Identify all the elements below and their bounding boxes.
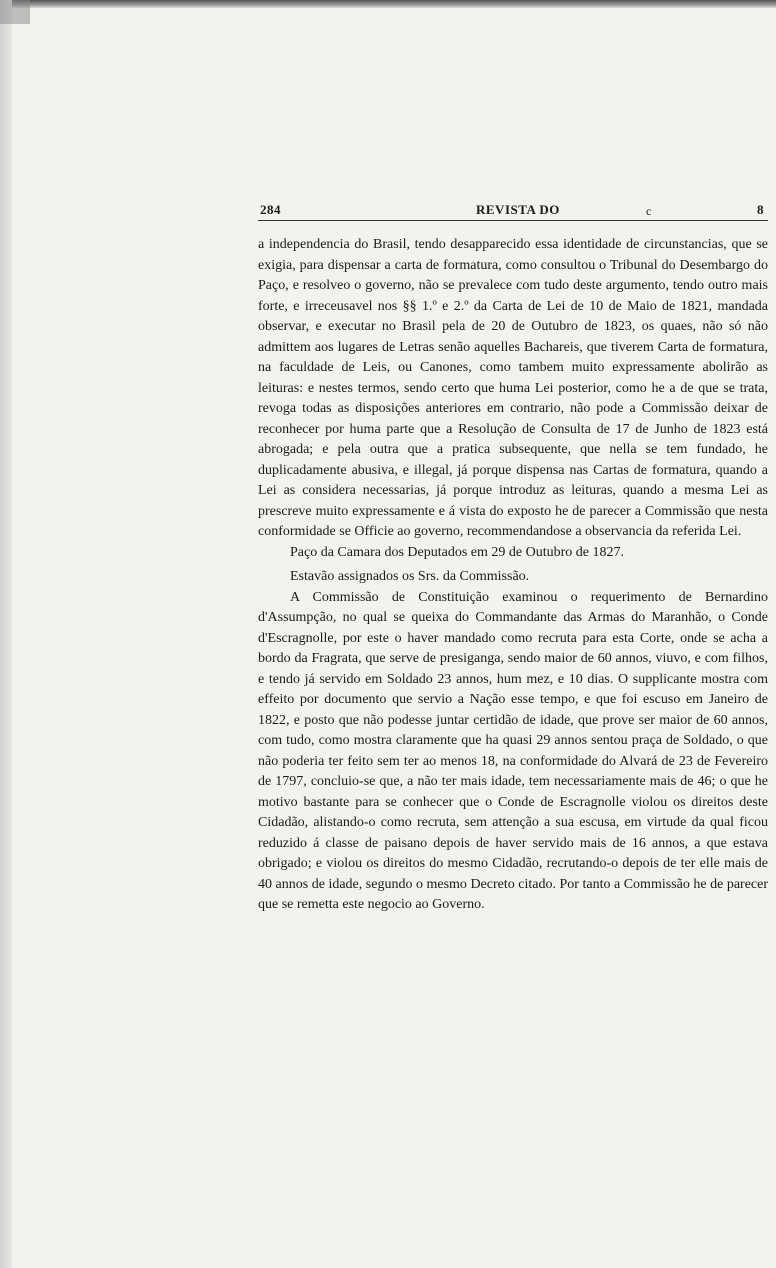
signature-note: Estavão assignados os Srs. da Commissão. [290, 569, 530, 584]
page-number: 284 [260, 202, 281, 217]
body-text [258, 235, 768, 916]
page [258, 196, 768, 916]
paragraph-commission-report: A Commissão de Constituição examinou o requerimento de Bernardino d'Assumpção, no qual se queixa do Commandante das Armas do Maranhão, o Conde d'Escragnolle, por este o haver mandado como recruta para esta Corte, onde se acha a bordo da Fragrata, que serve de presiganga, sendo maior de 60 annos, viuvo, e com filhos, e tendo já servido em Soldado 23 annos, hum mez, e 10 dias. O supplicante mostra com effeito por documento que servio a Nação esse tempo, e que foi escuso em Janeiro de 1822, e posto que não podesse juntar certidão de idade, que prove ser maior de 60 annos, com tudo, como mostra claramente que ha quasi 29 annos sentou praça de Soldado, o que não poderia ter feito sem ter ao menos 18, na conformidade do Alvará de 23 de Fevereiro de 1797, concluio-se que, a não ter mais idade, tem necessariamente mais de 46; o que he motivo bastante para se conhecer que o Conde de Escragnolle violou os direitos deste Cidadão, alistando-o como recruta, sem attenção a sua escusa, em virtude da qual ficou reduzido á classe de paisano depois de haver servido mais de 16 annos, a que estava obrigado; e violou os direitos do mesmo Cidadão, recrutando-o depois de ter elle mais de 40 annos de idade, segundo o mesmo Decreto citado. Por tanto a Commissão he de parecer que se remetta este negocio ao Governo. [258, 589, 768, 912]
scan-left-edge [0, 0, 12, 1268]
running-head-title: REVISTA DO [476, 202, 560, 217]
paragraph-continuation: a independencia do Brasil, tendo desapparecido essa identidade de circunstancias, que se exigia, para dispensar a carta de formatura, como consultou o Tribunal do Desembargo do Paço, e resolveo o governo, não se prevalece com tudo deste argumento, tendo outro mais forte, e irreceusavel nos §§ 1.º e 2.º da Carta de Lei de 10 de Maio de 1821, mandada observar, e executar no Brasil pela de 20 de Outubro de 1823, os quaes, não só não admittem aos lugares de Letras senão aquelles Bachareis, que tiverem Carta de formatura, na faculdade de Leis, ou Canones, como tambem muito expressamente abolirão as leituras: e nestes termos, sendo certo que huma Lei posterior, como he a de que se trata, revoga todas as disposições anteriores em contrario, não pode a Commissão deixar de reconhecer por huma parte que a Resolução de Consulta de 17 de Junho de 1823 está abrogada; e pela outra que a pratica subsequente, que nella se tem fundado, he duplicadamente abusiva, e illegal, já porque dispensa nas Cartas de formatura, quando a Lei as considera necessarias, já porque introduz as leituras, quando a mesma Lei as prescreve muito expressamente e á vista do exposto he de parecer a Commissão que nesta conformidade se Officie ao governo, recommendandose a observancia da referida Lei. [258, 237, 768, 539]
running-head [258, 196, 768, 221]
running-head-mark-c: c [646, 204, 652, 218]
scan-corner-mark [0, 0, 30, 24]
section-mark: 8 [757, 202, 764, 217]
dateline: Paço da Camara dos Deputados em 29 de Outubro de 1827. [290, 544, 624, 560]
scan-top-edge [0, 0, 776, 8]
